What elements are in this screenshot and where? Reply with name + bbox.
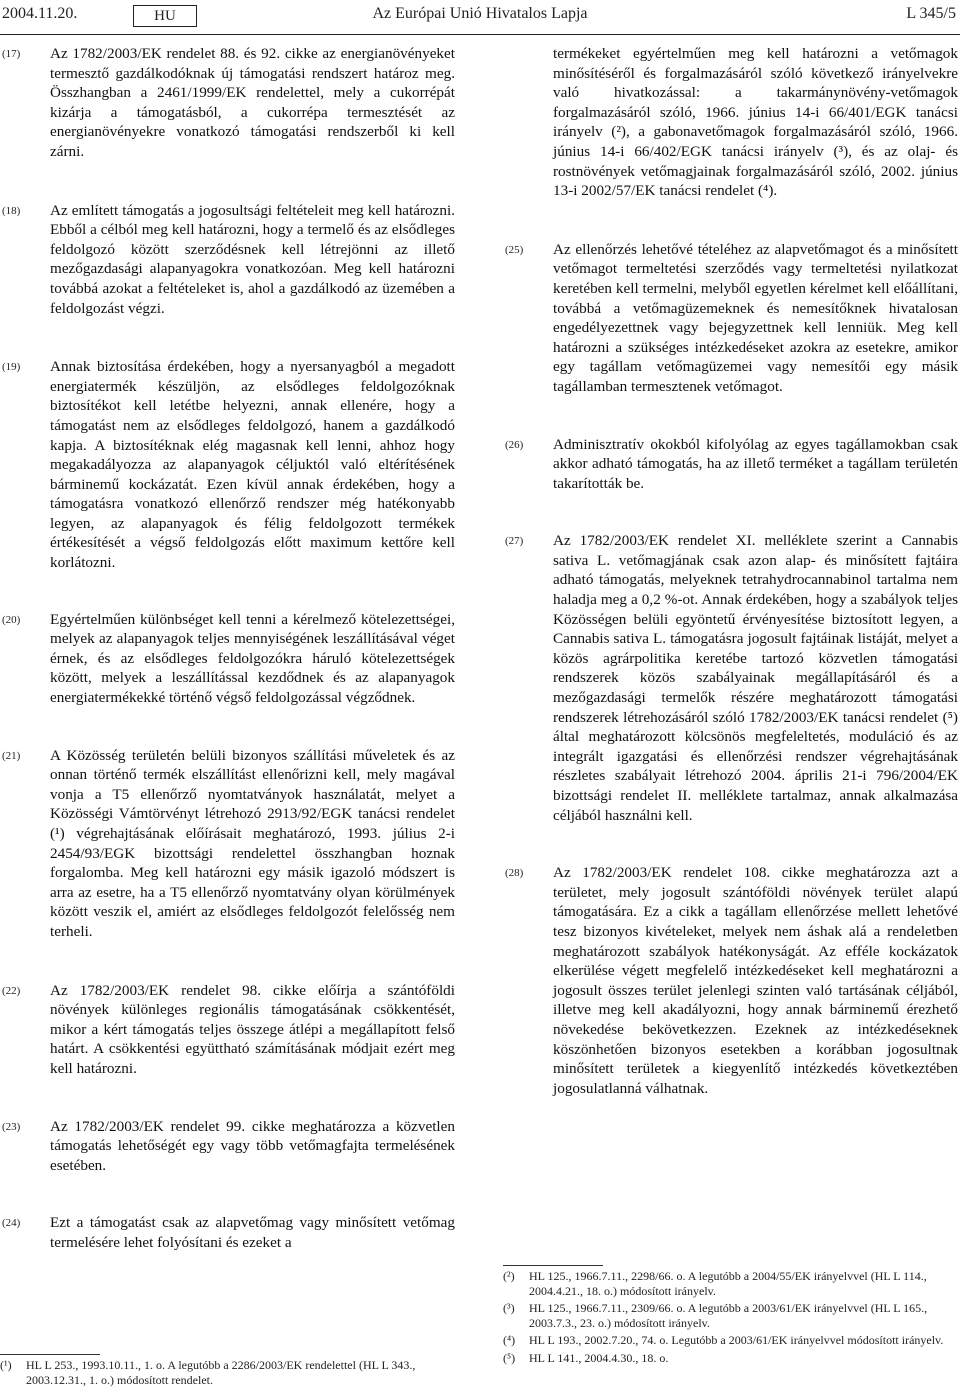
recital-text: Az említett támogatás a jogosultsági feltételeit meg kell határozni. Ebből a célból meg kell határozni, hogy a termelő és az elsődleges feldolgozó között szerződésnek kell létrejönni az illető mezőgazdasági alapanyagokra vonatkozóan. Meg kell határozni továbbá azokat a feltételeket is, ahol a gazdálkodó az üzemében a feldolgozást végzi. [50,201,455,317]
recital-number: (23) [2,1120,21,1133]
footnote-text: HL L 141., 2004.4.30., 18. o. [529,1350,669,1365]
recital-text: Az 1782/2003/EK rendelet 88. és 92. cikke az energianövényeket termesztő gazdálkodóknak új támogatási rendszert határoz meg. Összhangban a 2461/1999/EK rendelettel, mely a cukorrépát kizárja a támogatásból, a cukorrépa termesztését az energianövényekre vonatkozó támogatási rendszerből ki kell zárni. [50,45,455,160]
recital-23 [0,1117,455,1176]
recital-number: (22) [2,984,21,997]
recital-number: (24) [2,1217,21,1230]
footnote-separator-left [0,1354,100,1355]
header-date: 2004.11.20. [2,5,78,22]
recital-text: Ezt a támogatást csak az alapvetőmag vagy minősített vetőmag termelésére lehet folyósítani és ezeket a [50,1214,455,1251]
recital-19 [0,357,455,573]
footnote-text: HL L 193., 2002.7.20., 74. o. Legutóbb a 2003/61/EK irányelvvel módosított irányelv. [529,1333,944,1347]
recital-text: Az 1782/2003/EK rendelet XI. melléklete szerint a Cannabis sativa L. vetőmagjának csak azon alap- és minősített fajtáira adható támogatás, melyeknek tetrahydrocannabinol tartalma nem haladja meg a 0,2 %-ot. Annak érdekében, hogy a szabályok teljes Közösségen belüli egyöntetű érvényesítése biztosított legyen, a Cannabis sativa L. támogatásra jogosult fajtáinak listáját, melyet a közös agrárpolitika keretébe tartozó közvetlen támogatási rendszerek közös szabályainak megállapításáról és a mezőgazdasági termelők részére meghatározott támogatási rendszerek létrehozásáról szóló 1782/2003/EK tanácsi rendelet (⁵) által meghatározott kölcsönös megfeleltetés, moduláció és az integrált igazgatási és ellenőrzési rendszer végrehajtásának részletes szabályait létrehozó 2004. április 21-i 796/2004/EK bizottsági rendelet II. melléklete tartalmaz, annak alkalmazása céljából használni kell. [553,532,958,824]
header-language-box: HU [133,5,197,27]
recital-text: Az 1782/2003/EK rendelet 99. cikke meghatározza a közvetlen támogatás lehetőségét egy vagy több vetőmagfajta termelésének esetében. [50,1117,455,1174]
header-journal-title: Az Európai Unió Hivatalos Lapja [372,5,588,22]
recital-text: Adminisztratív okokból kifolyólag az egyes tagállamokban csak akkor adható támogatás, ha az illető terméket a tagállam területén takarították be. [553,435,958,492]
recital-number: (20) [2,613,21,626]
recital-21 [0,746,455,942]
recital-24-continuation: termékeket egyértelműen meg kell határozni a vetőmagok minősítéséről és forgalmazásáról szóló következő irányelvekre való hivatkozással: a takarmánynövény-vetőmagok forgalmazásáról szóló, 1966. június 14-i 66/401/EGK tanácsi irányelv (²), a gabonavetőmagok forgalmazásáról szóló, 1966. június 14-i 66/402/EGK tanácsi irányelv (³), és az olaj- és rostnövények vetőmagjainak forgalmazásáról szóló, 2002. június 13-i 2002/57/EK tanácsi rendelet (⁴). [553,45,958,200]
recital-number: (17) [2,48,21,60]
recital-text: Az 1782/2003/EK rendelet 108. cikke meghatározza azt a területet, mely jogosult szántóföldi növények terület alapú támogatására. Ez a cikk a tagállam ellenőrzése mellett lehetővé tesz bizonyos kivételeket, melyek nem áshak alá a rendeletben meghatározott szabályok hatékonyságát. Az efféle kockázatok elkerülése végett megfelelő intézkedéseket kell meghatározni a jogosult összes terület jelenlegi szinten való tartásának céljából, illetve meg kell akadályozni, hogy annak bárminemű érezhető növekedése bekövetkezzen. Ezeknek az intézkedéseknek köszönhetően bizonyos esetekben a korábban jogosultnak minősített területek a kiegyenlítő intézkedés következtében jogosulatlanná válhatnak. [553,864,958,1097]
recital-20 [0,610,455,708]
footnote-5 [503,1351,958,1366]
recital-number: (26) [505,438,524,451]
footnote-separator-right [503,1265,603,1266]
recital-17 [0,44,455,162]
footnote-number: (⁴) [503,1333,516,1347]
recital-27 [503,531,958,825]
recital-text: Egyértelműen különbséget kell tenni a kérelmező kötelezettségei, melyek az alapanyagok teljes mennyiségének leszállításával véget érnek, és az elsődleges feldolgozókra háruló kötelezettségek között, melyek a leszállítással kezdődnek és az alapanyagok energiatermékekké történő végső feldolgozással végződnek. [50,610,455,707]
footnotes-right [503,1269,958,1368]
left-column [0,44,455,1253]
right-column [503,44,958,1098]
recital-number: (28) [505,867,524,880]
footnote-1 [0,1358,455,1387]
footnote-number: (⁵) [503,1350,516,1365]
footnote-text: HL 125., 1966.7.11., 2298/66. o. A legutóbb a 2004/55/EK irányelvvel (HL L 114., 2004.4.21., 18. o.) módosított irányelv. [529,1269,927,1298]
footnote-number: (³) [503,1301,515,1315]
recital-number: (27) [505,535,524,548]
recital-number: (25) [505,243,524,256]
footnotes-left [0,1358,455,1390]
footnote-2 [503,1269,958,1298]
recital-18 [0,201,455,319]
recital-text: Az ellenőrzés lehetővé tételéhez az alapvetőmagot és a minősített vetőmagot termeltetési szerződés vagy termeltetési nyilatkozat keretében kell termelni, melyből egyetlen kérelmet kell előállítani, továbbá a vetőmagüzemeknek és nemesítőknek hivatalosan engedélyezettnek vagy bejegyzettnek kell lenniük. Meg kell határozni a szükséges intézkedéseket azokra az esetekre, amikor egy tagállam vetőmagüzemei vagy nemesítői egy másik tagállamban termesztenek vetőmagot. [553,240,958,395]
recital-text: Az 1782/2003/EK rendelet 98. cikke előírja a szántóföldi növények különleges regionális támogatásának csökkentését, mikor a kért támogatás teljes összege átlépi a megállapított felső határt. A csökkentési együttható számításának módjait ezért meg kell határozni. [50,981,455,1077]
footnote-text: HL 125., 1966.7.11., 2309/66. o. A legutóbb a 2003/61/EK irányelvvel (HL L 165., 2003.7.3., 23. o.) módosított irányelv. [529,1301,928,1330]
header-page-number: L 345/5 [906,5,956,22]
recital-text: Annak biztosítása érdekében, hogy a nyersanyagból a megadott energiatermék készüljön, az elsődleges feldolgozóknak biztosítékot kell letétbe helyezni, annak ellenére, hogy a támogatást nem az elsődleges feldolgozó, hanem a gazdálkodó kapja. A biztosítéknak elég magasnak kell lenni, ahhoz hogy megakadályozza az alapanyagok céljuktól való eltérítésének bárminemű kockázatát. Ezen kívül annak érdekében, hogy a támogatásra vonatkozó ellenőrző rendszer még hatékonyabb legyen, az alapanyagok és félig feldolgozott termékek értékesítését a végső feldolgozás előtt maximum kettőre kell korlátozni. [50,358,455,572]
recital-number: (21) [2,749,21,762]
recital-26 [503,435,958,494]
recital-number: (19) [2,361,21,374]
footnote-3 [503,1301,958,1330]
recital-number: (18) [2,204,21,217]
footnote-number: (¹) [0,1358,12,1372]
footnote-number: (²) [503,1269,515,1283]
recital-text: A Közösség területén belüli bizonyos szállítási műveletek és az onnan történő termék elszállítást ellenőrizni kell, mely magával vonja a T5 ellenőrző nyomtatványok használatát, melyet a Közösségi Vámtörvényt létrehozó 2913/92/EGK tanácsi rendelet (¹) végrehajtásának előírásait meghatározó, 1993. július 2-i 2454/93/EGK bizottsági rendelettel összhangban hoznak forgalomba. Meg kell határozni egy másik igazoló módszert is arra az esetre, ha a T5 ellenőrző nyomtatvány olyan körülmények között veszik el, amiért az elsődleges feldolgozót felelősség nem terheli. [50,746,455,940]
page-header [0,0,960,35]
recital-28 [503,863,958,1098]
footnote-4 [503,1333,958,1348]
footnote-text: HL L 253., 1993.10.11., 1. o. A legutóbb a 2286/2003/EK rendelettel (HL L 343., 2003.12.31., 1. o.) módosított rendelet. [26,1358,416,1387]
recital-22 [0,981,455,1079]
recital-24 [0,1213,455,1252]
recital-25 [503,240,958,397]
